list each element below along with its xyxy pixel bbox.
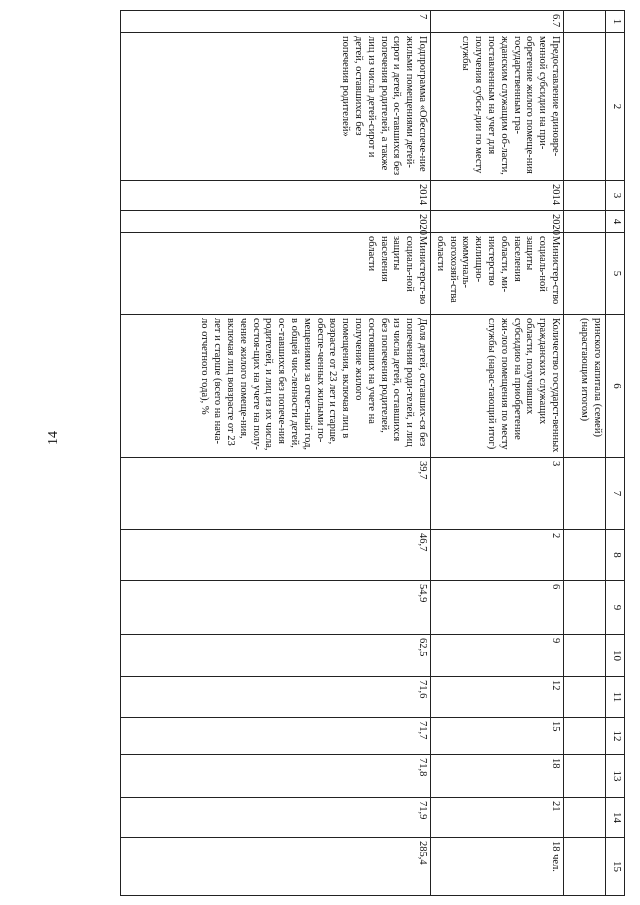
header-cell: 8 [606,530,625,581]
empty-cell [564,33,606,181]
empty-cell [564,181,606,211]
indicator-cell: Доля детей, оставших-ся без попечения роди-телей, и лиц из числа детей, оставшихся без попечения родителей, состоявших на учете на получение жилого помещения, включая лиц в возрасте от 23 лет и старше, обеспе-ченных жилыми по-мещениями за отчет-ный год, в общей чис-ленности детей, ос-тавшихся без попече-ния родителей, и лиц из их числа, состоя-щих на учете на полу-чение жилого помеще-ния, включая лиц вовзрасте от 23 лет и старше (всего на нача-ло отчетного года), % [121,315,431,458]
value-cell: 285,4 [121,838,431,896]
empty-cell [564,581,606,635]
table-row [431,11,564,896]
empty-cell [564,211,606,233]
table-row [121,11,431,896]
header-cell: 9 [606,581,625,635]
value-cell: 18 чел. [431,838,564,896]
header-cell: 13 [606,755,625,798]
executor-cell: Министер-ство социаль-ной защиты населения области, ми-нистерство жилищно-коммуналь-ногохозяй-ства области [431,233,564,315]
header-cell: 1 [606,11,625,33]
header-cell: 12 [606,718,625,755]
empty-cell [564,11,606,33]
value-cell: 18 [431,755,564,798]
empty-cell [564,233,606,315]
executor-cell: Министерст-во социаль-ной защиты населения области [121,233,431,315]
start-year-cell: 2014 [431,181,564,211]
header-cell: 3 [606,181,625,211]
header-cell: 10 [606,635,625,677]
value-cell: 71,8 [121,755,431,798]
continuation-row [564,11,606,896]
row-number: 7 [121,11,431,33]
rotated-table-container [85,10,625,895]
indicator-cell: ринского капитала (семей) (нарастающим итогом) [564,315,606,458]
value-cell: 39,7 [121,458,431,530]
header-row [606,11,625,896]
empty-cell [564,530,606,581]
page-number: 14 [46,431,61,445]
header-cell: 2 [606,33,625,181]
value-cell: 21 [431,798,564,838]
event-name-cell: Предоставление единовре-менной субсидии на при-обретение жилого помеще-ния государственным гра-жданским служащим об-ласти, поставленным на учет для получения субси-дии по месту службы [431,33,564,181]
end-year-cell: 2020 [431,211,564,233]
header-cell: 11 [606,677,625,718]
value-cell: 6 [431,581,564,635]
end-year-cell: 2020 [121,211,431,233]
value-cell: 62,5 [121,635,431,677]
row-number: 6.7 [431,11,564,33]
value-cell: 15 [431,718,564,755]
empty-cell [564,677,606,718]
empty-cell [564,458,606,530]
value-cell: 71,6 [121,677,431,718]
start-year-cell: 2014 [121,181,431,211]
value-cell: 71,9 [121,798,431,838]
value-cell: 46,7 [121,530,431,581]
indicator-cell: Количество государст-венных гражданских служащих области, получивших субсидию на приобретение жи-лого помещения по месту службы (нарас-тающий итог) [431,315,564,458]
value-cell: 71,7 [121,718,431,755]
empty-cell [564,718,606,755]
value-cell: 54,9 [121,581,431,635]
value-cell: 2 [431,530,564,581]
header-cell: 14 [606,798,625,838]
plan-table [120,10,625,896]
header-cell: 5 [606,233,625,315]
header-cell: 7 [606,458,625,530]
header-cell: 4 [606,211,625,233]
event-name-cell: Подпрограмма «Обеспече-ние жильми помещениями детей-сирот и детей, ос-тавшихся без попечения родителей, а также лиц из числа детей-сирот и детей, оставшихся без попечения родителей» [121,33,431,181]
value-cell: 9 [431,635,564,677]
value-cell: 12 [431,677,564,718]
empty-cell [564,755,606,798]
empty-cell [564,798,606,838]
empty-cell [564,838,606,896]
value-cell: 3 [431,458,564,530]
empty-cell [564,635,606,677]
header-cell: 6 [606,315,625,458]
header-cell: 15 [606,838,625,896]
